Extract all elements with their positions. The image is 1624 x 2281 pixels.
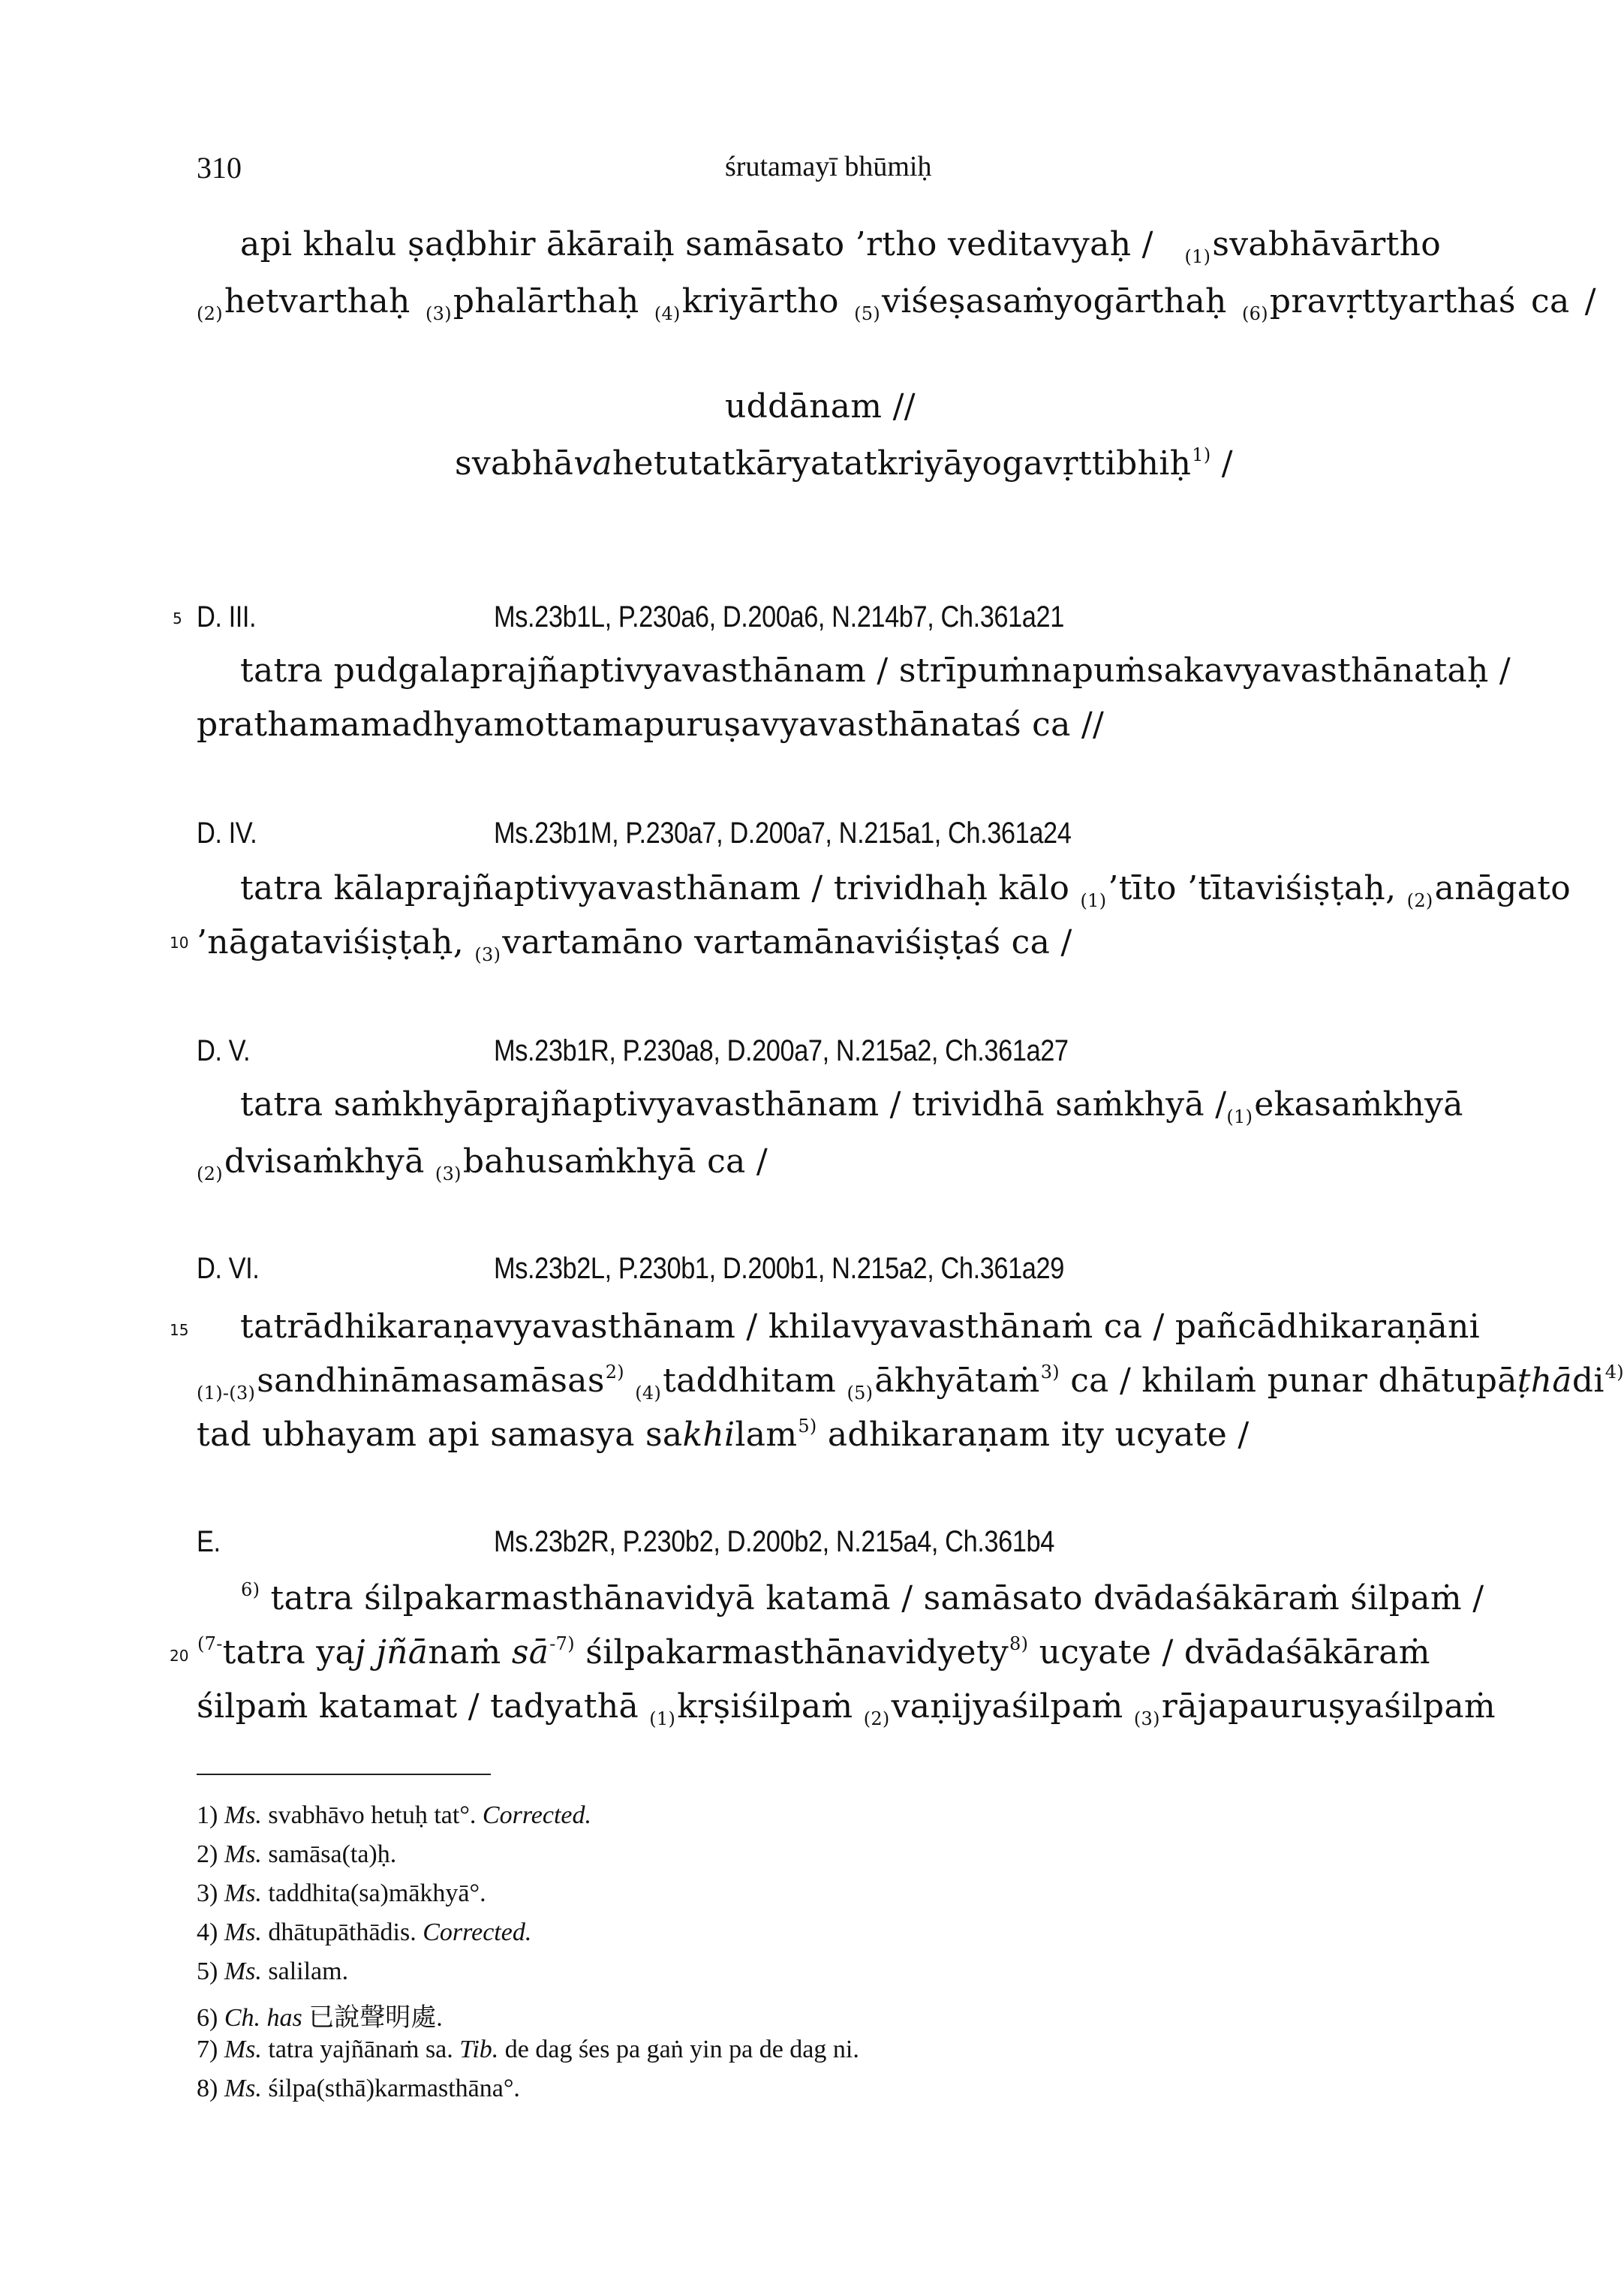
ms-reference: Ms.23b2R, P.230b2, D.200b2, N.215a4, Ch.361b4	[494, 1525, 1054, 1558]
text-line	[197, 282, 1596, 324]
text-span: śilpaṁ katamat / tadyathā	[197, 1687, 650, 1726]
text-span: /	[1210, 444, 1233, 483]
text-span: Ms.	[224, 1918, 262, 1946]
text-span: Corrected.	[482, 1801, 592, 1829]
text-span: kṛṣiśilpaṁ	[677, 1687, 864, 1726]
text-span: Tib.	[459, 2036, 499, 2063]
section-code: D. III.	[197, 600, 257, 633]
text-line	[240, 225, 1441, 267]
footnote-ref: 1)	[1192, 444, 1211, 465]
text-span: tatra śilpakarmasthānavidyā katamā / samāsato dvādaśākāraṁ śilpaṁ /	[260, 1579, 1484, 1617]
text-span: ṭhā	[1517, 1362, 1572, 1400]
footnote-rule	[197, 1774, 491, 1775]
page-number: 310	[197, 151, 242, 185]
text-span: ca / khilaṁ punar dhātupā	[1059, 1362, 1517, 1400]
text-span: ’tīto ’tītaviśiṣṭaḥ,	[1108, 869, 1407, 907]
item-marker: (1)	[649, 1708, 676, 1729]
footnote	[197, 1958, 348, 1986]
footnote-ref: -7)	[549, 1633, 575, 1654]
text-span: sā	[511, 1633, 549, 1672]
text-span: vaṇijyaśilpaṁ	[891, 1687, 1134, 1726]
text-span: svabhāvo hetuḥ tat°.	[261, 1801, 483, 1829]
item-marker: (2)	[863, 1708, 890, 1729]
footnote	[197, 1801, 591, 1830]
text-span: Ms.	[224, 2036, 262, 2063]
text-span: Ms.	[224, 1958, 262, 1985]
text-span: Ms.	[224, 1879, 262, 1907]
text-span: phalārthaḥ	[453, 282, 654, 320]
text-span: di	[1571, 1362, 1604, 1400]
text-span: dvisaṁkhyā	[224, 1142, 435, 1181]
text-span: Corrected.	[423, 1918, 532, 1946]
text-span: salilam.	[261, 1958, 349, 1985]
text-span: lam	[735, 1416, 798, 1454]
text-span	[1184, 225, 1441, 267]
text-span: hetutatkāryatatkriyāyogavṛttibhiḥ	[612, 444, 1192, 483]
line-number: 10	[170, 934, 189, 952]
text-span: Ms.	[224, 1840, 262, 1868]
text-span: api khalu ṣaḍbhir ākāraiḥ samāsato ’rtho veditavyaḥ /	[240, 225, 1153, 263]
text-span: svabhā	[455, 444, 574, 483]
text-span: khi	[682, 1416, 735, 1454]
footnote-number: 7)	[197, 2036, 218, 2063]
item-marker: (2)	[197, 1163, 223, 1184]
text-span: śilpa(sthā)karmasthāna°.	[261, 2075, 520, 2102]
text-line	[240, 1085, 1463, 1127]
item-marker: (5)	[854, 303, 881, 324]
text-span	[240, 869, 1571, 911]
footnote-number: 8)	[197, 2075, 218, 2102]
text-span: Ms.	[224, 2075, 262, 2102]
footnote-ref: 5)	[798, 1416, 817, 1437]
footnote-ref: 2)	[605, 1362, 624, 1383]
footnote	[197, 1997, 443, 2033]
text-span: ’nāgataviśiṣṭaḥ,	[197, 923, 475, 961]
text-span: 已說聲明處.	[302, 2004, 443, 2032]
ms-reference: Ms.23b1R, P.230a8, D.200a7, N.215a2, Ch.361a27	[494, 1034, 1069, 1067]
text-span: adhikaraṇam ity ucyate /	[817, 1416, 1250, 1454]
text-span: anāgato	[1434, 869, 1571, 907]
text-span: rājapauruṣyaśilpaṁ	[1161, 1687, 1496, 1726]
item-marker: (4)	[635, 1383, 662, 1404]
text-span: śilpakarmasthānavidyety	[574, 1633, 1009, 1672]
text-span: tatra kālaprajñaptivyavasthānam / trividhaḥ kālo	[240, 869, 1081, 907]
text-span	[1226, 1085, 1463, 1127]
text-span: tatra saṁkhyāprajñaptivyavasthānam / trividhā saṁkhyā /	[240, 1085, 1227, 1124]
uddanam-verse	[455, 444, 1233, 483]
text-line	[197, 1633, 1441, 1672]
text-line: tatrādhikaraṇavyavasthānam / khilavyavasthānaṁ ca / pañcādhikaraṇāni	[240, 1308, 1481, 1346]
item-marker: (3)	[474, 944, 501, 965]
text-span: Ch.	[224, 2004, 261, 2032]
footnote-ref: 8)	[1009, 1633, 1029, 1654]
item-marker: (5)	[847, 1383, 874, 1404]
line-number: 5	[173, 609, 182, 627]
text-span: bahusaṁkhyā ca /	[462, 1142, 768, 1181]
text-line: tatra pudgalaprajñaptivyavasthānam / strīpuṁnapuṁsakavyavasthānataḥ /	[240, 651, 1511, 690]
text-line	[240, 869, 1571, 911]
text-span: sandhināmasamāsas	[257, 1362, 605, 1400]
ms-reference: Ms.23b1M, P.230a7, D.200a7, N.215a1, Ch.361a24	[494, 817, 1072, 850]
text-span: viśeṣasaṁyogārthaḥ	[882, 282, 1242, 320]
text-span: tatra ya	[222, 1633, 355, 1672]
text-span: tatra yajñānaṁ sa.	[261, 2036, 460, 2063]
line-number: 15	[170, 1321, 189, 1339]
text-span: has	[266, 2004, 302, 2032]
uddanam-heading: uddānam //	[725, 387, 916, 426]
item-marker: (2)	[1406, 890, 1433, 911]
text-line	[240, 1579, 1484, 1617]
footnote	[197, 1918, 531, 1947]
text-span: de dag śes pa gaṅ yin pa de dag ni.	[498, 2036, 859, 2063]
text-span: tad ubhayam api samasya sa	[197, 1416, 683, 1454]
footnote	[197, 2075, 520, 2103]
item-marker: (4)	[654, 303, 681, 324]
text-span: pravṛttyarthaś ca /	[1269, 282, 1596, 320]
item-marker: (1)	[1080, 890, 1107, 911]
text-span: samāsa(ta)ḥ.	[261, 1840, 397, 1868]
text-span: j jñā	[355, 1633, 429, 1672]
footnote-number: 6)	[197, 2004, 218, 2032]
text-span: kriyārtho	[681, 282, 855, 320]
line-number: 20	[170, 1647, 189, 1665]
footnote	[197, 2036, 859, 2064]
footnote-ref: 6)	[241, 1579, 260, 1600]
footnote-ref: 3)	[1040, 1362, 1060, 1383]
text-span: va	[573, 444, 612, 483]
text-span: hetvarthaḥ	[224, 282, 426, 320]
section-code: D. V.	[197, 1034, 251, 1067]
footnote-ref: (7-	[197, 1633, 223, 1654]
text-line	[197, 1362, 1624, 1404]
section-code: E.	[197, 1525, 221, 1558]
footnote-number: 4)	[197, 1918, 218, 1946]
text-span: taddhita(sa)mākhyā°.	[261, 1879, 486, 1907]
text-line	[197, 1142, 768, 1184]
text-span: Ms.	[224, 1801, 262, 1829]
text-span: ucyate / dvādaśākāraṁ	[1028, 1633, 1430, 1672]
ms-reference: Ms.23b2L, P.230b1, D.200b1, N.215a2, Ch.361a29	[494, 1252, 1064, 1285]
text-span: naṁ	[428, 1633, 512, 1672]
text-span: dhātupāthādis.	[261, 1918, 423, 1946]
footnote	[197, 1840, 396, 1869]
section-code: D. IV.	[197, 817, 257, 850]
text-line	[197, 1687, 1496, 1729]
text-line: prathamamadhyamottamapuruṣavyavasthānataś ca //	[197, 706, 1105, 744]
footnote-number: 1)	[197, 1801, 218, 1829]
ms-reference: Ms.23b1L, P.230a6, D.200a6, N.214b7, Ch.361a21	[494, 600, 1064, 633]
item-marker: (3)	[435, 1163, 462, 1184]
running-title: śrutamayī bhūmiḥ	[725, 151, 932, 182]
text-span: ekasaṁkhyā	[1254, 1085, 1463, 1124]
text-span: vartamāno vartamānaviśiṣṭaś ca /	[502, 923, 1072, 961]
text-span: taddhitam	[663, 1362, 847, 1400]
footnote-ref: 4)	[1604, 1362, 1624, 1383]
item-marker: (1)	[1226, 1106, 1253, 1127]
footnote-number: 2)	[197, 1840, 218, 1868]
item-marker: (2)	[197, 303, 223, 324]
text-span: ākhyātaṁ	[874, 1362, 1040, 1400]
footnote	[197, 1879, 486, 1908]
item-marker: (6)	[1241, 303, 1268, 324]
text-span: svabhāvārtho	[1212, 225, 1441, 263]
footnote-number: 5)	[197, 1958, 218, 1985]
text-line	[197, 923, 1072, 965]
item-marker: (3)	[1133, 1708, 1160, 1729]
item-marker: (3)	[425, 303, 452, 324]
item-marker: (1)	[1184, 246, 1211, 267]
footnote-number: 3)	[197, 1879, 218, 1907]
section-code: D. VI.	[197, 1252, 260, 1285]
text-line	[197, 1416, 1250, 1454]
item-marker: (1)-(3)	[197, 1383, 256, 1404]
